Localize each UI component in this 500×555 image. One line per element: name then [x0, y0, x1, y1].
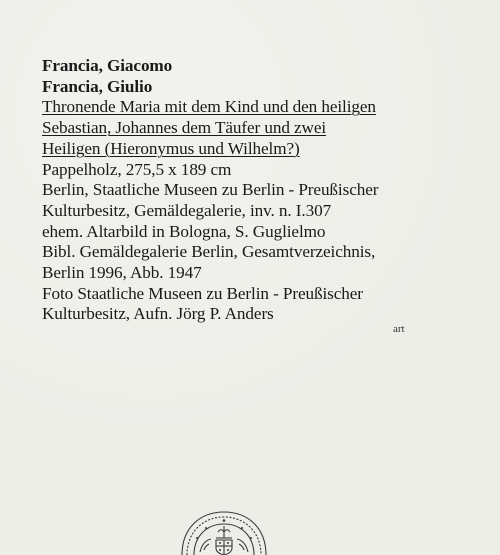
artwork-title-line-3[interactable]: Heiligen (Hieronymus und Wilhelm?) [42, 138, 300, 158]
artist-name-1: Francia, Giacomo [42, 56, 173, 75]
location-line-2: Kulturbesitz, Gemäldegalerie, inv. n. I.307 [42, 200, 332, 220]
artist-name-2: Francia, Giulio [42, 76, 153, 96]
provenance: ehem. Altarbild in Bologna, S. Guglielmo [42, 221, 326, 241]
bibliography-line-1: Bibl. Gemäldegalerie Berlin, Gesamtverzeichnis, [42, 242, 376, 262]
category-tag: art [393, 323, 405, 335]
record-text-block [42, 56, 462, 325]
artwork-title-line-1[interactable]: Thronende Maria mit dem Kind und den heiligen [42, 97, 376, 117]
medium-dimensions: Pappelholz, 275,5 x 189 cm [42, 159, 232, 179]
bibliography-line-2: Berlin 1996, Abb. 1947 [42, 263, 202, 283]
ornamental-stamp-icon [178, 508, 270, 555]
photo-credit-line-2: Kulturbesitz, Aufn. Jörg P. Anders [42, 304, 274, 324]
photo-credit-line-1: Foto Staatliche Museen zu Berlin - Preußischer [42, 283, 363, 303]
artwork-title-line-2[interactable]: Sebastian, Johannes dem Täufer und zwei [42, 118, 327, 138]
location-line-1: Berlin, Staatliche Museen zu Berlin - Preußischer [42, 180, 379, 200]
